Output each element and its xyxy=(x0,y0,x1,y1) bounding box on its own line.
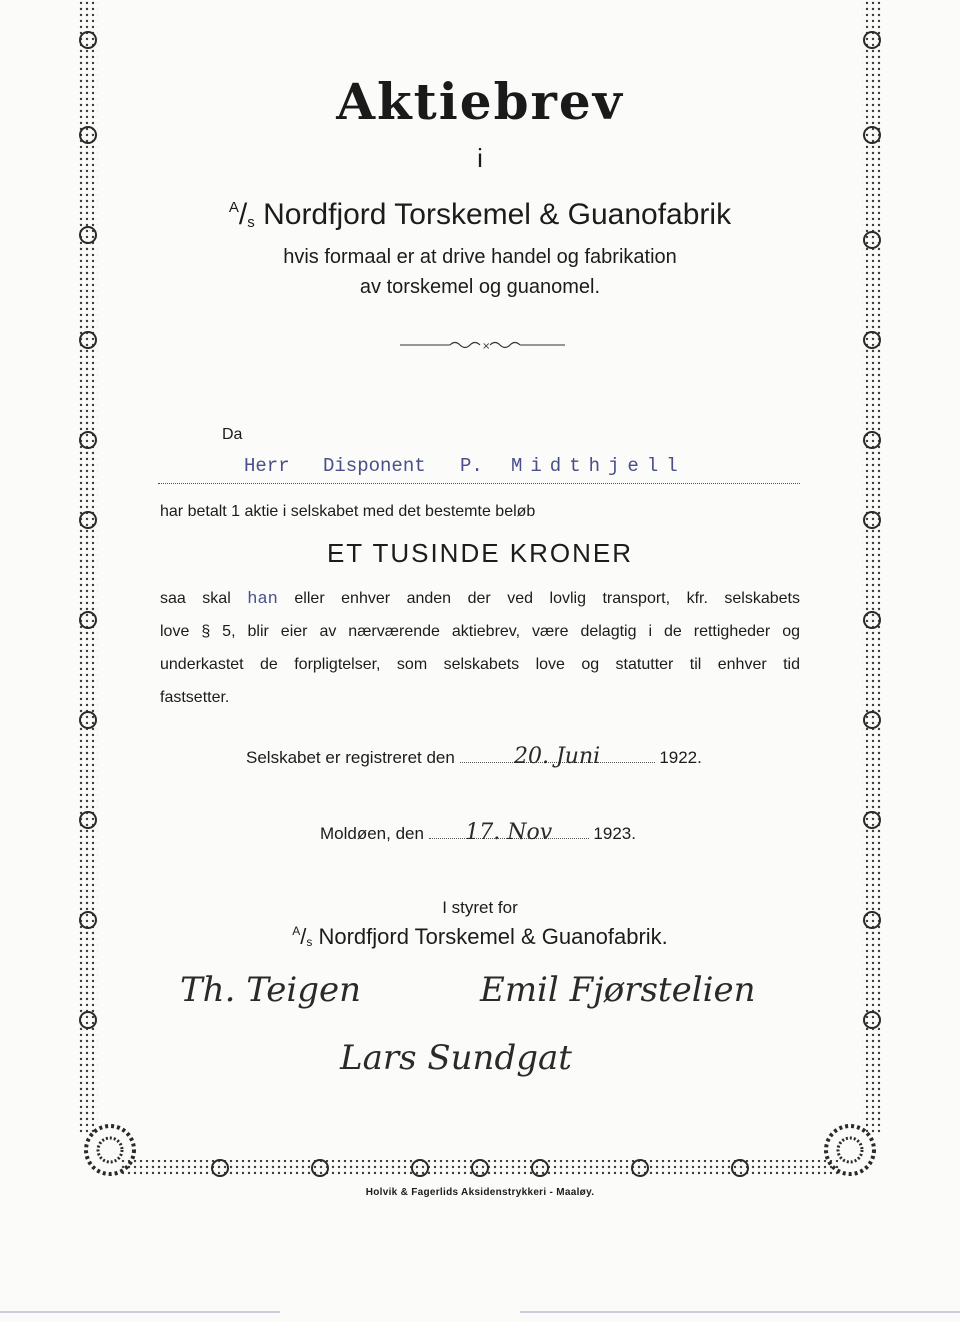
company-name xyxy=(0,198,960,232)
company-prefix: $^A/_s$ xyxy=(228,198,255,231)
registration-line xyxy=(246,744,702,768)
place-date-field xyxy=(429,820,589,845)
preposition: i xyxy=(477,143,483,173)
purpose-line-2: av torskemel og guanomel. xyxy=(359,276,601,298)
board-line: I styret for xyxy=(442,898,518,917)
place-handwritten-date: 17. Nov xyxy=(465,820,553,845)
place-text: Moldøen, den xyxy=(320,824,424,843)
registration-handwritten-date: 20. Juni xyxy=(513,744,601,769)
holder-surname: Midthjell xyxy=(511,455,686,477)
document-title: Aktiebrev xyxy=(336,72,624,131)
da-label: Da xyxy=(222,426,243,443)
typed-pronoun: han xyxy=(247,590,278,609)
registration-date-field xyxy=(460,744,655,769)
holder-line xyxy=(158,455,800,484)
signature-1: Th. Teigen xyxy=(180,970,362,1010)
purpose-line-1: hvis formaal er at drive handel og fabrikation xyxy=(283,246,677,268)
registration-text: Selskabet er registreret den xyxy=(246,748,455,767)
signature-3: Lars Sundgat xyxy=(340,1038,572,1078)
signatures xyxy=(160,950,800,1100)
holder-role: Disponent xyxy=(323,455,426,477)
signature-2: Emil Fjørstelien xyxy=(480,970,756,1010)
place-year: 1923. xyxy=(593,824,636,843)
amount: ET TUSINDE KRONER xyxy=(326,538,634,568)
printer-imprint: Holvik & Fagerlids Aksidenstrykkeri - Maaløy. xyxy=(365,1187,595,1198)
svg-text:×: × xyxy=(482,341,491,352)
board-company-name: Nordfjord Torskemel & Guanofabrik. xyxy=(318,924,668,949)
board-company-prefix: $^A/_s$ xyxy=(292,924,313,949)
body-line-4: fastsetter. xyxy=(160,689,230,706)
paid-statement: har betalt 1 aktie i selskabet med det bestemte beløb xyxy=(160,503,536,520)
scan-bottom-edge xyxy=(0,1300,960,1322)
holder-title: Herr xyxy=(244,455,290,477)
body-line-3: underkastet de forpligtelser, som selskabets love og statutter til enhver tid xyxy=(160,656,800,673)
holder-initial: P. xyxy=(460,455,483,477)
registration-year: 1922. xyxy=(659,748,702,767)
body-line-1: saa skal han eller enhver anden der ved lovlig transport, kfr. selskabets xyxy=(160,590,801,609)
board-company xyxy=(0,924,960,950)
divider-ornament xyxy=(400,338,565,352)
company-name-text: Nordfjord Torskemel & Guanofabrik xyxy=(263,198,732,231)
place-date-line xyxy=(320,820,636,844)
body-line-2: love § 5, blir eier av nærværende aktiebrev, være delagtig i de rettigheder og xyxy=(160,623,800,640)
